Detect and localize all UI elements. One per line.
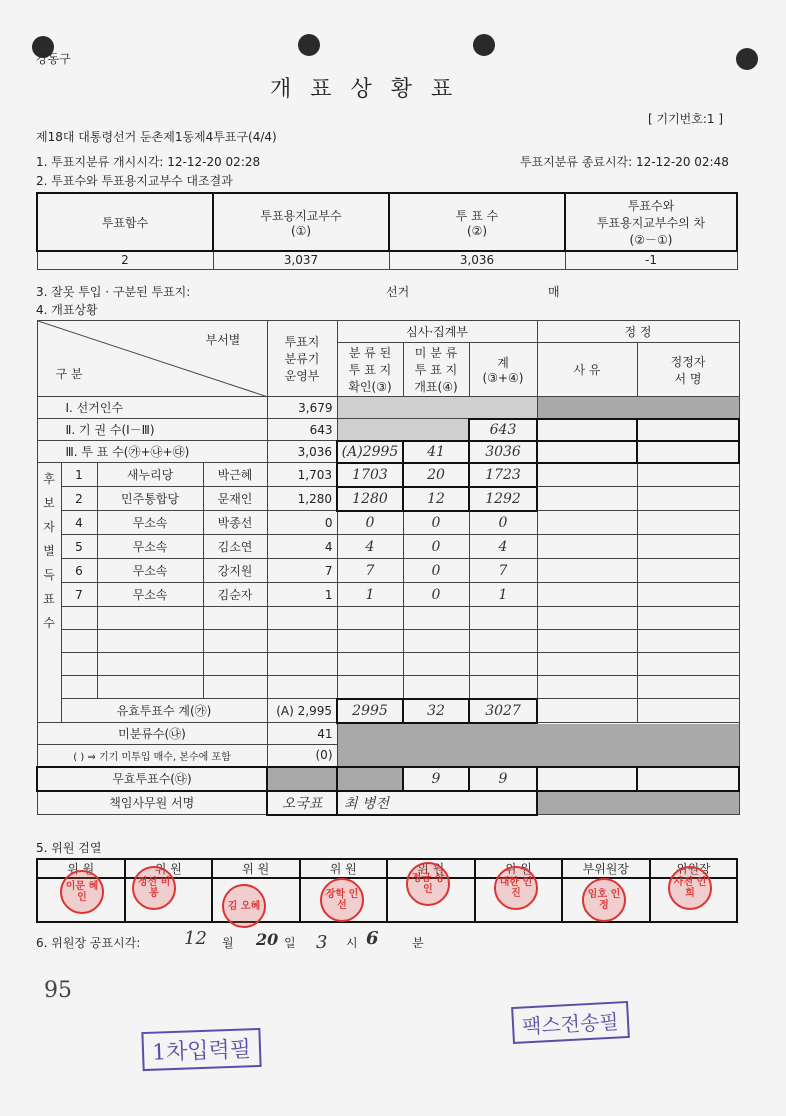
col-header-correction: 정 정 [537, 321, 739, 343]
cand-no: 1 [61, 463, 97, 487]
section3-election: 선거 [386, 285, 410, 299]
section4-heading: 4. 개표상황 [36, 303, 98, 317]
hand-abstain: 643 [469, 419, 537, 441]
candidate-side-label: 후보자별득표수 [37, 463, 61, 723]
cand-hand-sum: 7 [469, 559, 537, 583]
row-unclassified-note-value: (0) [267, 745, 337, 767]
compare-header-issued: 투표용지교부수 (①) [213, 193, 389, 251]
hand-minute: 6 [366, 928, 379, 949]
cand-no: 5 [61, 535, 97, 559]
hand-valid-unclassified: 32 [403, 699, 469, 723]
cell-shaded [267, 767, 337, 791]
cand-hand-unclassified: 12 [403, 487, 469, 511]
cell-blank [537, 397, 739, 419]
cell-blank [637, 441, 739, 463]
cand-no: 6 [61, 559, 97, 583]
cand-hand-classified: 1703 [337, 463, 403, 487]
cell-shaded [337, 767, 403, 791]
member-header: 위 원 [387, 859, 475, 878]
cand-party: 무소속 [97, 511, 203, 535]
hand-month: 12 [184, 928, 207, 949]
row-votes-value: 3,036 [267, 441, 337, 463]
member-header: 위 원 [125, 859, 213, 878]
cell-blank [637, 419, 739, 441]
hand-valid-classified: 2995 [337, 699, 403, 723]
row-votes-label: Ⅲ. 투 표 수(㉮+㉯+㉰) [37, 441, 267, 463]
hand-invalid-sum: 9 [469, 767, 537, 791]
cell-blank [537, 583, 637, 607]
cand-hand-classified: 4 [337, 535, 403, 559]
machine-number: [ 기기번호:1 ] [648, 112, 724, 126]
district-label: 강동구 [36, 52, 71, 66]
member-seal-stamp: 장학 인선 [320, 878, 364, 922]
col-header-reason: 사 유 [537, 343, 637, 397]
cell-blank [637, 699, 739, 723]
cand-count: 0 [267, 511, 337, 535]
section3-heading: 3. 잘못 투입 · 구분된 투표지: [36, 285, 191, 299]
row-unclassified-label: 미분류수(㉯) [37, 723, 267, 745]
member-seal-stamp: 이문 혜인 [60, 870, 104, 914]
row-valid-label: 유효투표수 계(㉮) [61, 699, 267, 723]
compare-table [36, 192, 738, 270]
hand-votes-unclassified: 41 [403, 441, 469, 463]
hand-votes-sum: 3036 [469, 441, 537, 463]
cand-name: 강지원 [203, 559, 267, 583]
hand-votes-classified: (A)2995 [337, 441, 403, 463]
hand-day: 20 [256, 930, 279, 949]
hand-invalid-unclassified: 9 [403, 767, 469, 791]
first-input-stamp: 1차입력필 [141, 1028, 261, 1071]
cand-count: 1 [267, 583, 337, 607]
member-seal-stamp: 정금 상인 [406, 862, 450, 906]
cand-hand-sum: 1723 [469, 463, 537, 487]
cand-no: 7 [61, 583, 97, 607]
punch-hole [736, 48, 758, 70]
status-corner-header [37, 321, 267, 397]
compare-header-votes: 투 표 수 (②) [389, 193, 565, 251]
cand-hand-unclassified: 0 [403, 535, 469, 559]
row-abstain-value: 643 [267, 419, 337, 441]
cell-blank [637, 487, 739, 511]
cell-blank [537, 559, 637, 583]
cand-name: 김순자 [203, 583, 267, 607]
compare-value-diff: -1 [565, 251, 737, 269]
cand-count: 1,703 [267, 463, 337, 487]
cand-hand-classified: 1 [337, 583, 403, 607]
member-header: 위 원 [37, 859, 125, 878]
section5-heading: 5. 위원 검열 [36, 841, 102, 855]
cand-name: 문재인 [203, 487, 267, 511]
cand-hand-sum: 4 [469, 535, 537, 559]
cell-blank [637, 559, 739, 583]
section1-end: 투표지분류 종료시각: 12-12-20 02:48 [520, 155, 729, 169]
cell-blank [537, 535, 637, 559]
cell-blank [637, 535, 739, 559]
cell-blank [537, 463, 637, 487]
hour-label: 시 [346, 936, 358, 950]
cand-hand-unclassified: 0 [403, 583, 469, 607]
row-voters-value: 3,679 [267, 397, 337, 419]
cand-hand-classified: 7 [337, 559, 403, 583]
member-seal-stamp: 임호 인정 [582, 878, 626, 922]
section3-count: 매 [548, 285, 560, 299]
row-abstain-label: Ⅱ. 기 권 수(Ⅰ－Ⅲ) [37, 419, 267, 441]
row-unclassified-note: ( ) ⇒ 기기 미투입 매수, 본수에 포함 [37, 745, 267, 767]
col-header-run: 투표지 분류기 운영부 [267, 321, 337, 397]
cell-blank [337, 397, 537, 419]
col-header-sum: 계 (③+④) [469, 343, 537, 397]
compare-value-votes: 3,036 [389, 251, 565, 269]
cell-blank [637, 767, 739, 791]
cand-no: 4 [61, 511, 97, 535]
month-label: 월 [222, 936, 234, 950]
row-unclassified-value: 41 [267, 723, 337, 745]
cell-blank [537, 699, 637, 723]
member-header: 위 원 [212, 859, 300, 878]
cell-blank [537, 511, 637, 535]
cand-party: 무소속 [97, 559, 203, 583]
cand-name: 박종선 [203, 511, 267, 535]
member-seal-stamp: 정선 비봉 [132, 866, 176, 910]
cell-blank [637, 583, 739, 607]
cell-shaded [337, 723, 739, 767]
cand-party: 새누리당 [97, 463, 203, 487]
cand-count: 1,280 [267, 487, 337, 511]
member-header: 위 원 [300, 859, 388, 878]
cand-hand-unclassified: 20 [403, 463, 469, 487]
officer-signature-b: 최 병전 [337, 791, 537, 815]
member-seal-stamp: 사전 인희 [668, 866, 712, 910]
compare-header-diff: 투표수와 투표용지교부수의 차 (②－①) [565, 193, 737, 251]
cand-count: 7 [267, 559, 337, 583]
compare-header-boxes: 투표함수 [37, 193, 213, 251]
cand-party: 무소속 [97, 535, 203, 559]
cell-blank [537, 441, 637, 463]
member-seal-stamp: 대한 인진 [494, 866, 538, 910]
member-header: 위원장 [650, 859, 738, 878]
cell-blank [537, 767, 637, 791]
status-table [36, 320, 740, 816]
cell-blank [537, 419, 637, 441]
page-number-handwritten: 95 [44, 978, 72, 1003]
compare-value-boxes: 2 [37, 251, 213, 269]
section6-heading: 6. 위원장 공표시각: [36, 936, 141, 950]
compare-value-issued: 3,037 [213, 251, 389, 269]
cand-no: 2 [61, 487, 97, 511]
cand-party: 무소속 [97, 583, 203, 607]
cand-hand-sum: 1 [469, 583, 537, 607]
day-label: 일 [284, 936, 296, 950]
cell-blank [637, 511, 739, 535]
punch-hole [298, 34, 320, 56]
row-invalid-label: 무효투표수(㉰) [37, 767, 267, 791]
cell-shaded [537, 791, 739, 815]
page-title: 개 표 상 황 표 [270, 77, 459, 102]
section2-heading: 2. 투표수와 투표용지교부수 대조결과 [36, 174, 233, 188]
dept-label: 부서별 [205, 333, 241, 347]
fax-sent-stamp: 팩스전송필 [511, 1001, 629, 1044]
row-voters-label: Ⅰ. 선거인수 [37, 397, 267, 419]
col-header-classified: 분 류 된 투 표 지 확인(③) [337, 343, 403, 397]
cand-hand-sum: 0 [469, 511, 537, 535]
row-officer-label: 책임사무원 서명 [37, 791, 267, 815]
member-seal-stamp: 김 오혜 [222, 884, 266, 928]
cell-blank [337, 419, 469, 441]
cand-hand-classified: 0 [337, 511, 403, 535]
row-valid-value: (A) 2,995 [267, 699, 337, 723]
hand-hour: 3 [316, 932, 328, 953]
cell-blank [637, 463, 739, 487]
cand-party: 민주통합당 [97, 487, 203, 511]
col-header-audit: 심사·집계부 [337, 321, 537, 343]
member-header: 부위원장 [562, 859, 650, 878]
cand-count: 4 [267, 535, 337, 559]
member-header: 위 원 [475, 859, 563, 878]
section1-start: 1. 투표지분류 개시시각: 12-12-20 02:28 [36, 155, 261, 169]
gubun-label: 구 분 [55, 367, 83, 381]
cell-blank [537, 487, 637, 511]
hand-valid-sum: 3027 [469, 699, 537, 723]
cand-hand-classified: 1280 [337, 487, 403, 511]
punch-hole [473, 34, 495, 56]
election-line: 제18대 대통령선거 둔촌제1동제4투표구(4/4) [36, 130, 277, 144]
minute-label: 분 [412, 936, 424, 950]
cand-name: 김소연 [203, 535, 267, 559]
cand-hand-sum: 1292 [469, 487, 537, 511]
cand-hand-unclassified: 0 [403, 559, 469, 583]
cand-hand-unclassified: 0 [403, 511, 469, 535]
col-header-signer: 정정자 서 명 [637, 343, 739, 397]
col-header-unclassified: 미 분 류 투 표 지 개표(④) [403, 343, 469, 397]
officer-signature-a: 오국표 [267, 791, 337, 815]
cand-name: 박근혜 [203, 463, 267, 487]
